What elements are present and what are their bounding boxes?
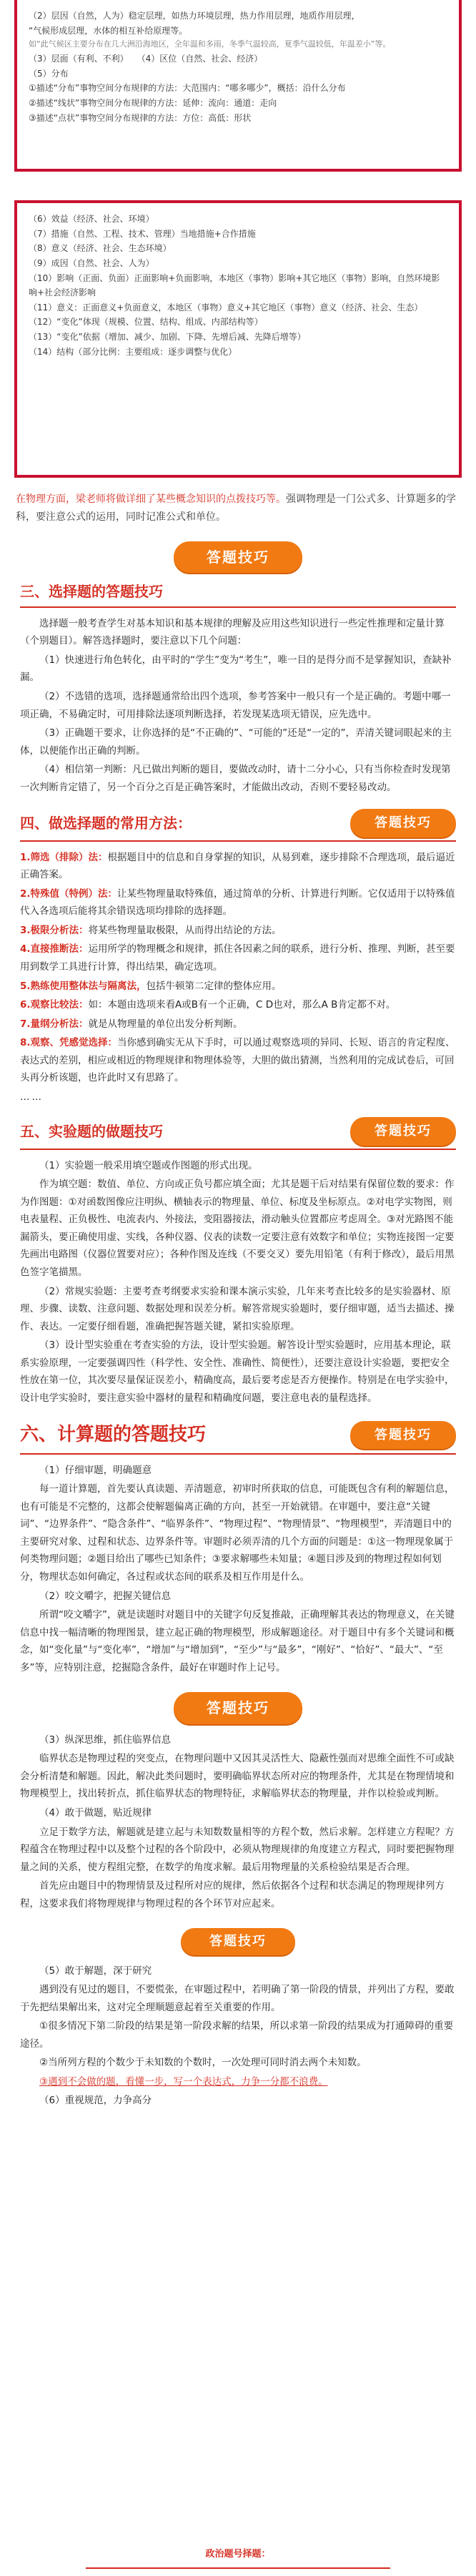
box-line: （10）影响（正面、负面）正面影响+负面影响，本地区（事物）影响+其它地区（事物）影响，自然环境影响+社会经济影响 (29, 272, 440, 298)
tips-pill: 答题技巧 (174, 541, 302, 573)
section-calculation-end (20, 1962, 456, 2110)
method-key: 2.特殊值（特例）法： (20, 888, 118, 900)
method-text: 根据题目中的信息和自身掌握的知识，从易到难，逐步排除不合理选项，最后逼近正确答案。 (20, 851, 455, 881)
method-key: 8.观察、凭感觉选择： (20, 1037, 118, 1049)
paragraph: ①很多情况下第二阶段的结果是第一阶段求解的结果，所以求第一阶段的结果成为打通障碍的重要途径。 (20, 2020, 454, 2050)
summary-box-top (14, 0, 462, 172)
section-choice-tips (20, 580, 456, 796)
paragraph: 作为填空题：数值、单位、方向或正负号都应填全面；尤其是题干后对结果有保留位数的要求：作为作图题：①对函数图像应注明纵、横轴表示的物理量、单位、标度及坐标原点。②对电学实物图，则电表量程、正负极性、电流表内、外接法，变阻器接法，滑动触头位置都应考虑周全。③对光路图不能漏箭头，要正确使用虚、实线，各种仪器、仪表的读数一定要注意有效数字和单位；实物连接图一定要先画出电路图（仪器位置要对应）；各种作图及连线（不要交叉）要先用铅笔（有利于修改），最后用黑色签字笔描黑。 (20, 1179, 455, 1278)
section-experiment-tips (20, 1117, 456, 1407)
method-text: 当你感到确实无从下手时，可以通过观察选项的异同、长短、语言的肯定程度、表达式的差别，相应或相近的物理规律和物理体验等，大胆的做出猜测，当然利用的完成试卷后，可回头再分析该题，也许此时又有思路了。 (20, 1037, 455, 1084)
paragraph: （4）敢于做题，贴近规律 (39, 1806, 152, 1819)
intro-note (16, 491, 460, 526)
box-line: （7）措施（自然、工程、技术、管理）当地措施+合作措施 (29, 228, 256, 239)
tips-pill: 答题技巧 (350, 809, 456, 837)
paragraph: （2）不选错的选项，选择题通常给出四个选项，参考答案中一般只有一个是正确的。考题中哪一项正确，不易确定时，可用排除法逐项判断选择，若发现某选项无错误，应先选中。 (20, 691, 451, 720)
method-key: 1.筛选（排除）法： (20, 851, 108, 863)
footer (0, 2533, 476, 2576)
box-line: ②描述“线状”事物空间分布规律的方法：延伸：流向：通道：走向 (29, 98, 277, 109)
paragraph: 立足于数学方法，解题就是建立起与未知数数量相等的方程个数，然后求解。怎样建立方程呢？方程蕴含在物理过程中以及整个过程的各个阶段中，必须从物理规律的角度建立方程式，同时要把握物理量之间的关系，使方程组完整，在数学的角度求解。最后用物理量的关系检验结果是否合理。 (20, 1826, 455, 1873)
paragraph: （1）实验题一般采用填空题或作图题的形式出现。 (39, 1159, 258, 1171)
method-text: 就是从物理量的单位出发分析判断。 (88, 1018, 243, 1030)
method-key: 3.极限分析法： (20, 924, 89, 936)
section-header (20, 1117, 456, 1149)
paragraph: （2）常规实验题：主要考查考纲要求实验和课本演示实验，几年来考查比较多的是实验器材、原理、步骤、读数、注意问题、数据处理和误差分析。解答常规实验题时，要仔细审题，适当去描述、操作、表达。一定要仔细看题，准确把握答题关键，紧扣实验原理。 (20, 1285, 455, 1332)
method-text: 如：本题由选项来看A或B有一个正确，C D也对，那么A B肯定都不对。 (88, 999, 396, 1011)
box-line: （6）效益（经济、社会、环境） (29, 214, 154, 224)
method-text: 将某些物理量取极限，从而得出结论的方法。 (88, 924, 282, 936)
paragraph: 每一道计算题，首先要认真读题、弄清题意，初审时所获取的信息，可能既包含有利的解题信息，也有可能是不完整的，这都会使解题偏离正确的方向，甚至一开始就错。在审题中，要注意“关键词”、“边界条件”、“隐含条件”、“临界条件”、“物理过程”、“物理情景”、“物理模型”，弄清题目中的主要研究对象、过程和状态、边界条件等。审题时必须弄清的几个方面的问题是：①这一物理现象属于何类物理问题；②题目给出了哪些已知条件；③要求解哪些未知量；④题目涉及到的物理过程如何划分，物理状态如何确定，各过程或状态间的联系及相互作用是什么。 (20, 1483, 455, 1583)
method-item (20, 885, 456, 920)
tips-pill: 答题技巧 (181, 1928, 295, 1955)
box-example: 如“此气候区主要分布在几大洲沿海地区，全年温和多雨，冬季气温较高，夏季气温较低，年温差小”等。 (29, 39, 391, 49)
box-line: （12）“变化”体现（规模、位置、结构、组成、内部结构等） (29, 317, 263, 328)
intro-note-text: 强调物理是一门公式多、计算题多的学科，要注意公式的运用，同时记准公式和单位。 (16, 493, 456, 523)
section-title: 四、做选择题的常用方法： (20, 814, 192, 832)
box-line: （3）层面（有利、不利） （4）区位（自然、社会、经济） (29, 54, 263, 64)
tips-banner (0, 1692, 476, 1724)
box-line: （9）成因（自然、社会、人为） (29, 257, 154, 268)
tips-pill: 答题技巧 (350, 1421, 456, 1449)
paragraph: 所谓“咬文嚼字”，就是读题时对题目中的关键字句反复推敲，正确理解其表达的物理意义，在关键信息中找一幅清晰的物理图景，建立起正确的物理模型，形成解题途径。对于题目中有多个关键词和概念，如“变化量”与“变化率”，“增加”与“增加到”，“至少”与“最多”，“刚好”、“恰好”、“最大”、“至多”等，应特别注意，挖掘隐含条件，最好在审题时作上记号。 (20, 1609, 455, 1673)
box-line: （11）意义：正面意义+负面意义，本地区（事物）意义+其它地区（事物）意义（经济、社会、生态） (29, 302, 423, 313)
method-item (20, 978, 456, 996)
paragraph: 选择题一般考查学生对基本知识和基本规律的理解及应用这些知识进行一些定性推理和定量计算（个别题目）。解答选择题时，要注意以下几个问题： (20, 617, 445, 647)
box-line: （2）层因（自然，人为）稳定层理，如热力环境层理，热力作用层理，地质作用层理， (29, 11, 360, 21)
paragraph: （4）相信第一判断：凡已做出判断的题目，要做改动时，请十二分小心，只有当你检查时发现第一次判断肯定错了，另一个百分之百是正确答案时，才能做出改动，否则不要轻易改动。 (20, 764, 451, 793)
paragraph-highlight: ③遇到不会做的题，看懂一步，写一个表达式，力争一分都不浪费。 (39, 2075, 328, 2088)
box-line: （14）结构（部分比例：主要组成：逐步调整与优化） (29, 346, 237, 357)
intro-note-highlight: 在物理方面，梁老师将做详细了某些概念知识的点拨技巧等。 (16, 493, 286, 505)
method-item (20, 940, 456, 975)
box-line: “气候形成层理，水体的相互补给原理等。 (29, 25, 188, 36)
section-header (20, 809, 456, 841)
footer-divider (86, 2567, 390, 2569)
paragraph: （3）正确题干要求，让你选择的是“不正确的”、“可能的”还是“一定的”，弄清关键词眼起来的主体，以便能作出正确的判断。 (20, 727, 452, 757)
paragraph: 遇到没有见过的题目，不要慌张，在审题过程中，若明确了第一阶段的情景，并列出了方程，要敢于先把结果解出来，这对完全理顺题意起着至关重要的作用。 (20, 1984, 455, 2013)
section-choice-methods (20, 809, 456, 1106)
summary-box-bottom (14, 200, 462, 478)
paragraph: （3）纵深思维，抓住临界信息 (39, 1734, 172, 1746)
paragraph: （5）敢于解题，深于研究 (39, 1965, 152, 1977)
ellipsis: …… (20, 1091, 44, 1103)
paragraph: 临界状态是物理过程的突变点，在物理问题中又因其灵活性大、隐蔽性强而对思维全面性不可或缺会分析清楚和解题。因此，解决此类问题时，要明确临界状态所对应的物理条件，尤其是在物理情境和物理模型上，找出转折点，抓住临界状态的物理特征，求解临界状态的物理量，并作以检验或判断。 (20, 1753, 455, 1800)
section-title: 五、实验题的做题技巧 (20, 1122, 163, 1140)
box-line: ③描述“点状”事物空间分布规律的方法：方位：高低：形状 (29, 112, 252, 123)
paragraph: （2）咬文嚼字，把握关键信息 (39, 1590, 172, 1602)
section-title: 三、选择题的答题技巧 (20, 583, 163, 601)
section-calculation-tips (20, 1420, 456, 1676)
method-item (20, 849, 456, 884)
section-calculation-cont (20, 1731, 456, 1913)
method-text: 运用所学的物理概念和规律，抓住各因素之间的联系，进行分析、推理、判断，甚至要用到数学工具进行计算，得出结果，确定选项。 (20, 943, 455, 973)
tips-pill: 答题技巧 (174, 1692, 302, 1724)
method-key: 5.熟练使用整体法与隔离法， (20, 980, 147, 992)
section-title: 六、计算题的答题技巧 (20, 1424, 207, 1446)
method-item (20, 996, 456, 1014)
paragraph: 首先应由题目中的物理情景及过程所对应的规律，然后依据各个过程和状态满足的物理规律列方程，这要求我们将物理规律与物理过程的各个环节对应起来。 (20, 1880, 445, 1909)
paragraph: （6）重视规范，力争高分 (39, 2095, 152, 2107)
tips-banner (0, 541, 476, 573)
box-line: ①描述“分布”事物空间分布规律的方法：大范围内：“哪多哪少”，概括：沿什么分布 (29, 83, 346, 94)
method-key: 7.量纲分析法： (20, 1018, 89, 1030)
section-header (20, 1420, 456, 1454)
box-line: （8）意义（经济、社会、生态环境） (29, 243, 172, 254)
paragraph: （1）快速进行角色转化，由平时的“学生”变为“考生”，唯一目的是得分而不是掌握知识，查缺补漏。 (20, 654, 452, 684)
method-text: 包括牛顿第二定律的整体应用。 (146, 980, 282, 992)
tips-banner (0, 1928, 476, 1955)
paragraph: ②当所列方程的个数少于未知数的个数时，一次处理可同时消去两个未知数。 (39, 2057, 367, 2069)
method-item (20, 922, 456, 940)
section-header (20, 580, 456, 607)
box-line: （13）“变化”依据（增加、减少、加剧、下降、先增后减、先降后增等） (29, 332, 306, 342)
tips-pill: 答题技巧 (350, 1117, 456, 1145)
method-item (20, 1034, 456, 1087)
method-text: 让某些物理量取特殊值，通过简单的分析、计算进行判断。它仅适用于以特殊值代入各选项后能将其余错误选项均排除的选择题。 (20, 888, 455, 918)
box-line: （5）分布 (29, 68, 69, 79)
method-key: 6.观察比较法： (20, 999, 89, 1011)
paragraph: （3）设计型实验重在考查实验的方法，设计型实验题。解答设计型实验题时，应用基本理论，联系实验原理，一定要强调四性（科学性、安全性、准确性、简便性），还要注意设计实验题，要把安全性放在第一位，其次要尽量保证误差小，精确度高，最后要考虑是否方便操作。特别是在电学实验中，设计电学实验时，要注意实验中器材的量程和精确度问题，要注意电表的量程选择。 (20, 1339, 455, 1404)
method-item (20, 1016, 456, 1033)
paragraph: （1）仔细审题，明确题意 (39, 1464, 152, 1476)
footer-label: 政治题号择题： (205, 2548, 271, 2560)
method-key: 4.直接推断法： (20, 943, 89, 955)
